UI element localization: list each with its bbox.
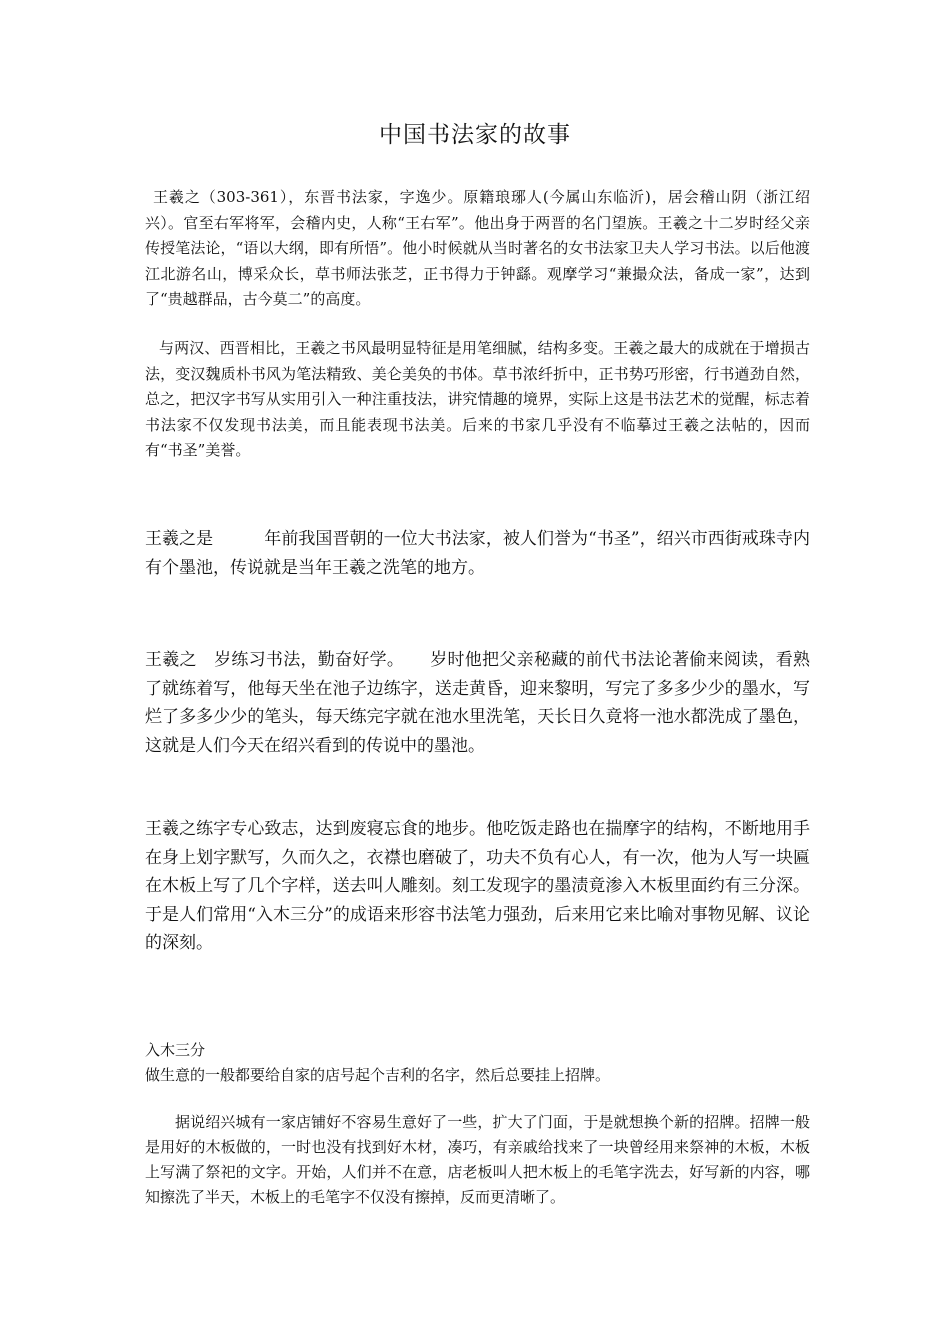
- paragraph-style: 与两汉、西晋相比，王羲之书风最明显特征是用笔细腻，结构多变。王羲之最大的成就在于增损古法，变汉魏质朴书风为笔法精致、美仑美奂的书体。草书浓纤折中，正书势巧形密，行书遒劲自然，总之，把汉字书写从实用引入一种注重技法，讲究情趣的境界，实际上这是书法艺术的觉醒，标志着书法家不仅发现书法美，而且能表现书法美。后来的书家几乎没有不临摹过王羲之法帖的，因而有“书圣”美誉。: [145, 339, 810, 459]
- paragraph-signboard: 据说绍兴城有一家店铺好不容易生意好了一些，扩大了门面，于是就想换个新的招牌。招牌一般是用好的木板做的，一时也没有找到好木材，凑巧，有亲戚给找来了一块曾经用来祭神的木板，木板上写满了祭祀的文字。开始，人们并不在意，店老板叫人把木板上的毛笔字洗去，好写新的内容，哪知擦洗了半天，木板上的毛笔字不仅没有擦掉，反而更清晰了。: [145, 1113, 810, 1206]
- document-title: 中国书法家的故事: [379, 122, 571, 148]
- subheading: 入木三分: [145, 1041, 206, 1059]
- intro-line: 做生意的一般都要给自家的店号起个吉利的名字，然后总要挂上招牌。: [145, 1066, 611, 1084]
- paragraph-ink-pond: 王羲之是 年前我国晋朝的一位大书法家，被人们誉为“书圣”，绍兴市西街戒珠寺内有个墨池，传说就是当年王羲之洗笔的地方。: [145, 529, 810, 578]
- paragraph-dedication: 王羲之练字专心致志，达到废寝忘食的地步。他吃饭走路也在揣摩字的结构，不断地用手在身上划字默写，久而久之，衣襟也磨破了，功夫不负有心人，有一次，他为人写一块匾在木板上写了几个字样，送去叫人雕刻。刻工发现字的墨渍竟渗入木板里面约有三分深。于是人们常用“入木三分”的成语来形容书法笔力强劲，后来用它来比喻对事物见解、议论的深刻。: [145, 819, 810, 953]
- paragraph-practice: 王羲之 岁练习书法，勤奋好学。 岁时他把父亲秘藏的前代书法论著偷来阅读，看熟了就练着写，他每天坐在池子边练字，送走黄昏，迎来黎明，写完了多多少少的墨水，写烂了多多少少的笔头，每天练完字就在池水里洗笔，天长日久竟将一池水都洗成了墨色，这就是人们今天在绍兴看到的传说中的墨池。: [145, 650, 810, 756]
- paragraph-biography: 王羲之（303-361），东晋书法家，字逸少。原籍琅琊人(今属山东临沂)，居会稽山阴（浙江绍兴）。官至右军将军，会稽内史，人称“王右军”。他出身于两晋的名门望族。王羲之十二岁时经父亲传授笔法论，“语以大纲，即有所悟”。他小时候就从当时著名的女书法家卫夫人学习书法。以后他渡江北游名山，博采众长，草书师法张芝，正书得力于钟繇。观摩学习“兼撮众法，备成一家”，达到了“贵越群品，古今莫二”的高度。: [145, 188, 810, 308]
